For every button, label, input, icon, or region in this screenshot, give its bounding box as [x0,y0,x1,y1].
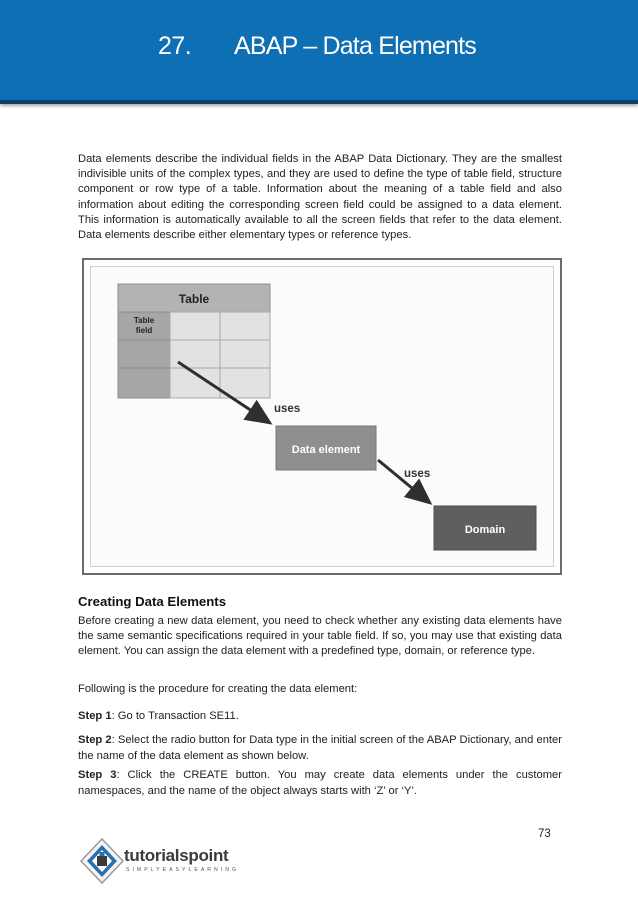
tutorialspoint-logo-icon [78,836,126,886]
uses-arrow-2 [378,460,430,503]
diagram-svg [84,260,560,573]
tutorialspoint-logo [78,836,248,886]
table-title: Table [178,292,210,306]
step-2 [78,732,562,764]
intro-paragraph: Data elements describe the individual fields in the ABAP Data Dictionary. They are the smallest indivisible units of the complex types, and they are used to define the type of table field, structure component or row type of a table. Information about the meaning of a table field and also information about editing the corresponding screen field could be assigned to a data element. This information is automatically available to all the screen fields that refer to the data element. Data elements describe either elementary types or reference types. [78,153,562,242]
data-element-diagram [82,258,562,575]
step-3-label: Step 3 [78,769,117,781]
table-field-label-line1: Table [133,316,155,325]
chapter-number: 27. [158,32,192,60]
logo-tagline: SIMPLYEASYLEARNING [126,867,240,873]
table-grid [118,284,270,398]
step-1-label: Step 1 [78,710,112,722]
uses-label-1: uses [274,403,301,415]
table-cell [220,340,270,368]
section-heading: Creating Data Elements [78,594,227,609]
step-3 [78,767,562,799]
uses-label-2: uses [404,468,431,480]
step-1 [78,708,562,724]
chapter-title: ABAP – Data Elements [234,32,477,60]
section-paragraph-1: Before creating a new data element, you need to check whether any existing data elements have the same semantic specifications required in your table field. If so, you may use that existing data element. You can assign the data element with a predefined type, domain, or reference type. [78,615,562,658]
section-paragraph-2: Following is the procedure for creating the data element: [78,683,358,695]
data-element-label: Data element [291,444,361,456]
table-row-header-cell [118,340,170,368]
table-cell [220,312,270,340]
table-cell [170,340,220,368]
step-2-text: : Select the radio button for Data type in the initial screen of the ABAP Dictionary, and enter the name of the data element as shown below. [78,734,562,762]
step-2-label: Step 2 [78,734,112,746]
logo-name: tutorialspoint [124,846,229,865]
table-row-header-cell [118,368,170,398]
chapter-banner [0,0,638,104]
step-1-text: : Go to Transaction SE11. [111,710,239,722]
table-field-label-line2: field [135,326,153,335]
table-cell [170,312,220,340]
step-3-text: : Click the CREATE button. You may create data elements under the customer namespaces, and the name of the object always starts with ‘Z’ or ‘Y’. [78,769,562,797]
domain-label: Domain [464,524,506,536]
page-number: 73 [538,828,551,840]
